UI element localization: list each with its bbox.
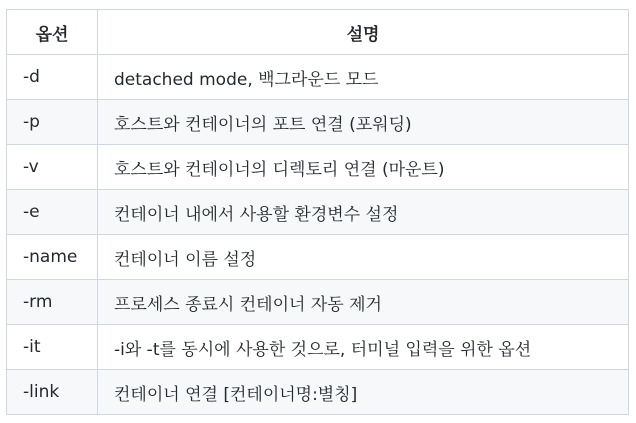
description-cell: -i와 -t를 동시에 사용한 것으로, 터미널 입력을 위한 옵션 (98, 325, 629, 370)
option-cell: -name (7, 235, 98, 280)
table-row (7, 100, 629, 145)
option-cell: -v (7, 145, 98, 190)
table-row (7, 145, 629, 190)
description-cell: detached mode, 백그라운드 모드 (98, 55, 629, 100)
description-cell: 컨테이너 이름 설정 (98, 235, 629, 280)
docker-run-options-table-container (6, 9, 628, 415)
option-cell: -d (7, 55, 98, 100)
table-body (7, 55, 629, 415)
table-row (7, 280, 629, 325)
table-row (7, 370, 629, 415)
description-cell: 호스트와 컨테이너의 디렉토리 연결 (마운트) (98, 145, 629, 190)
column-header-description: 설명 (98, 10, 629, 55)
description-cell: 컨테이너 내에서 사용할 환경변수 설정 (98, 190, 629, 235)
description-cell: 프로세스 종료시 컨테이너 자동 제거 (98, 280, 629, 325)
option-cell: -e (7, 190, 98, 235)
docker-run-options-table (6, 9, 629, 415)
table-row (7, 55, 629, 100)
option-cell: -rm (7, 280, 98, 325)
table-row (7, 235, 629, 280)
column-header-option: 옵션 (7, 10, 98, 55)
option-cell: -link (7, 370, 98, 415)
description-cell: 호스트와 컨테이너의 포트 연결 (포워딩) (98, 100, 629, 145)
table-row (7, 190, 629, 235)
option-cell: -p (7, 100, 98, 145)
option-cell: -it (7, 325, 98, 370)
description-cell: 컨테이너 연결 [컨테이너명:별칭] (98, 370, 629, 415)
table-header (7, 10, 629, 55)
table-header-row (7, 10, 629, 55)
table-row (7, 325, 629, 370)
